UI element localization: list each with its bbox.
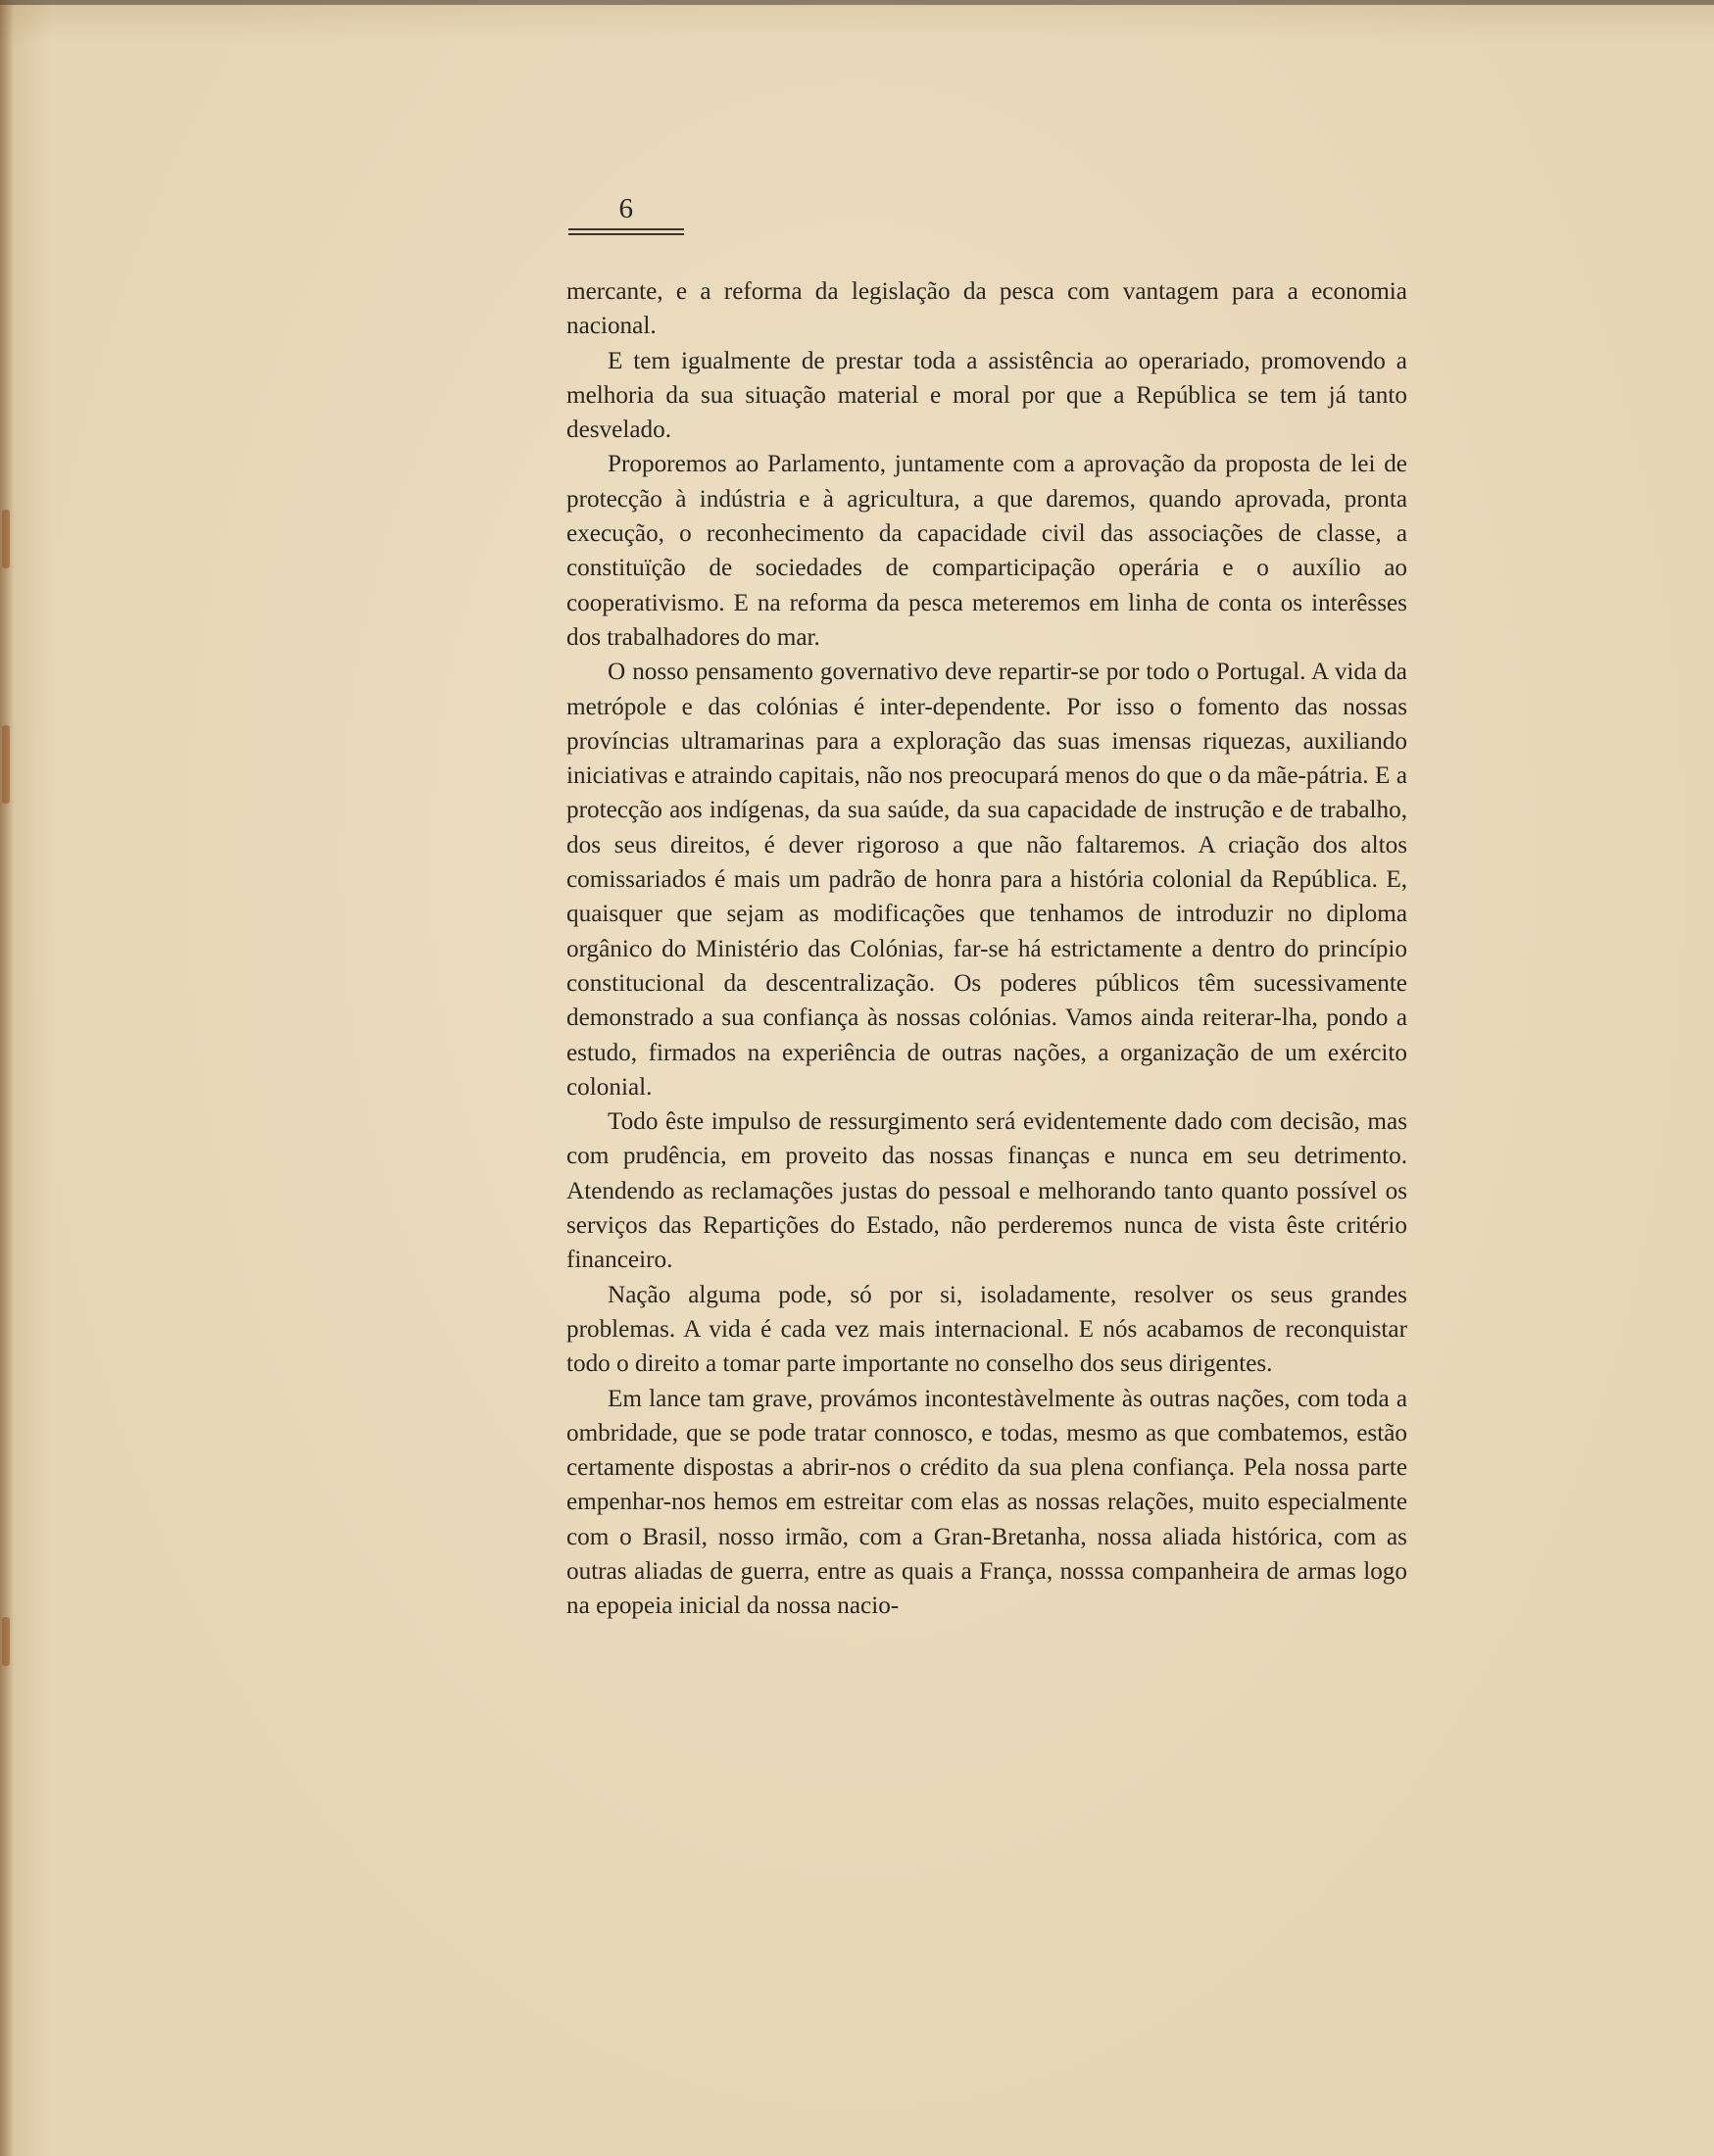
paper-left-edge <box>0 0 14 2156</box>
paragraph: mercante, e a reforma da legislação da pesca com vantagem para a economia nacional. <box>566 278 1407 340</box>
header-rule <box>568 228 684 230</box>
paragraph: Em lance tam grave, provámos incontestàvelmente às outras nações, com toda a ombridade, que se pode tratar connosco, e todas, mesmo as que combatemos, estão certamente dispostas a abrir-nos o crédito da sua plena confiança. Pela nossa parte empenhar-nos hemos em estreitar com elas as nossas relações, muito especialmente com o Brasil, nosso irmão, com a Gran-Bretanha, nossa aliada histórica, com as outras aliadas de guerra, entre as quais a França, nosssa companheira de armas logo na epopeia inicial da nossa nacio- <box>566 1385 1407 1620</box>
paragraph: Proporemos ao Parlamento, juntamente com a aprovação da proposta de lei de protecção à indústria e à agricultura, a que daremos, quando aprovada, pronta execução, o reconhecimento da capacidade civil das associações de classe, a constituïção de sociedades de comparticipação operária e o auxílio ao cooperativismo. E na reforma da pesca meteremos em linha de conta os interêsses dos trabalhadores do mar. <box>566 451 1407 651</box>
page-number: 6 <box>618 193 634 224</box>
body-text <box>566 274 1407 1624</box>
paragraph: O nosso pensamento governativo deve repartir-se por todo o Portugal. A vida da metrópole e das colónias é inter-dependente. Por isso o fomento das nossas províncias ultramarinas para a exploração das suas imensas riquezas, auxiliando iniciativas e atraindo capitais, não nos preocupará menos do que o da mãe-pátria. E a protecção aos indígenas, da sua saúde, da sua capacidade de instrução e de trabalho, dos seus direitos, é dever rigoroso a que não faltaremos. A criação dos altos comissariados é mais um padrão de honra para a história colonial da República. E, quaisquer que sejam as modificações que tenhamos de introduzir no diploma orgânico do Ministério das Colónias, far-se há estrictamente a dentro do princípio constitucional da descentralização. Os poderes públicos têm sucessivamente demonstrado a sua confiança às nossas colónias. Vamos ainda reiterar-lha, pondo a estudo, firmados na experiência de outras nações, a organização de um exército colonial. <box>566 659 1407 1101</box>
paper-stain <box>2 1617 10 1666</box>
paper-stain <box>2 725 10 804</box>
paragraph: E tem igualmente de prestar toda a assistência ao operariado, promovendo a melhoria da sua situação material e moral por que a República se tem já tanto desvelado. <box>566 347 1407 444</box>
paper-stain <box>2 510 10 568</box>
paper-top-edge <box>0 0 1714 5</box>
paragraph: Nação alguma pode, só por si, isoladamente, resolver os seus grandes problemas. A vida é cada vez mais internacional. E nós acabamos de reconquistar todo o direito a tomar parte importante no conselho dos seus dirigentes. <box>566 1281 1407 1378</box>
page-header <box>568 192 684 235</box>
paragraph: Todo êste impulso de ressurgimento será evidentemente dado com decisão, mas com prudência, em proveito das nossas finanças e nunca em seu detrimento. Atendendo as reclamações justas do pessoal e melhorando tanto quanto possível os serviços das Repartições do Estado, não perderemos nunca de vista êste critério financeiro. <box>566 1108 1407 1274</box>
header-rule <box>568 233 684 235</box>
